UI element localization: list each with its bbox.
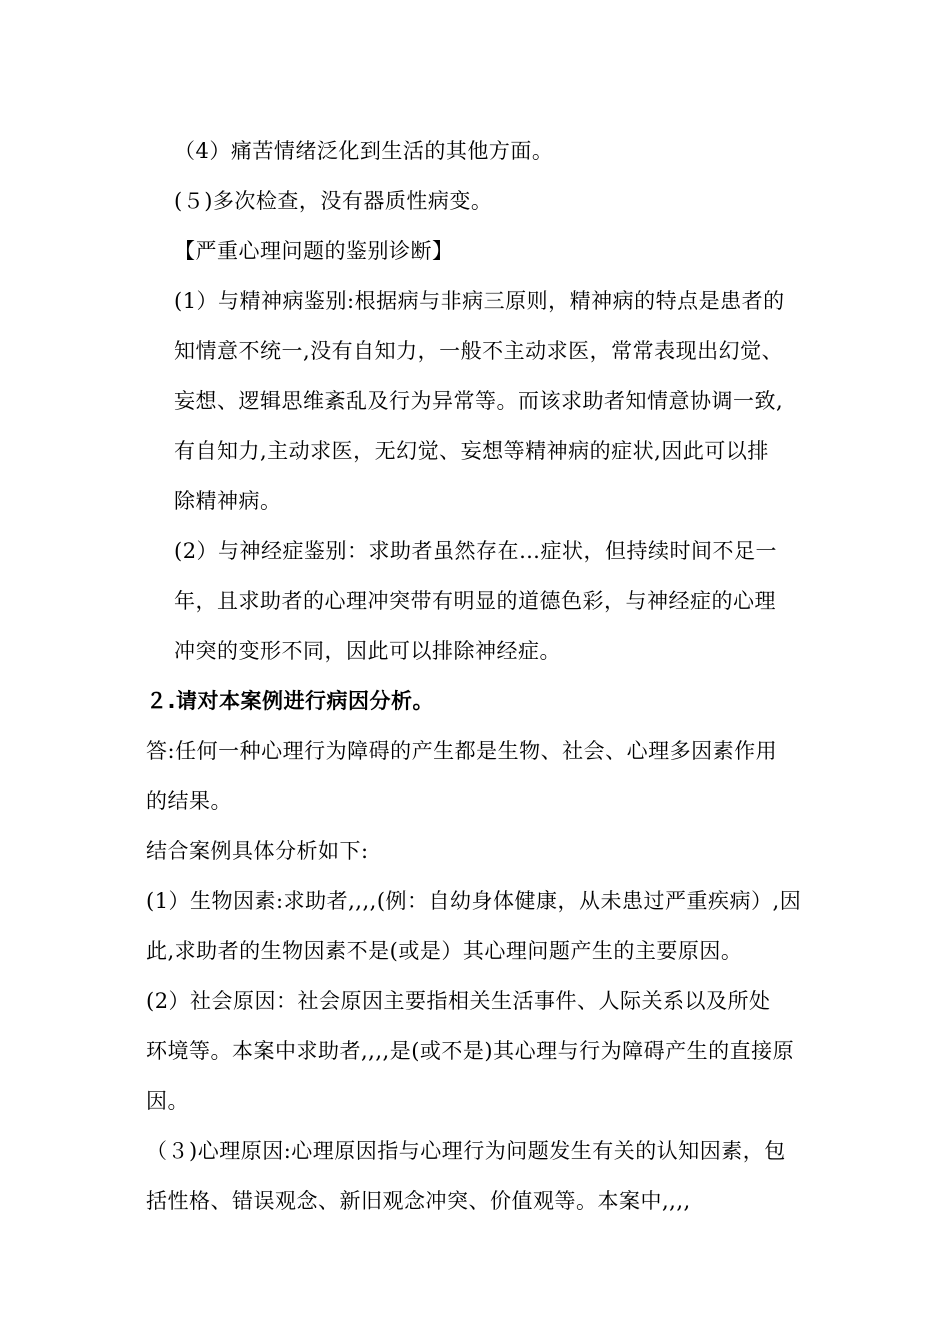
answer-line: 答:任何一种心理行为障碍的产生都是生物、社会、心理多因素作用 [146,739,778,763]
paragraph-line: 冲突的变形不同，因此可以排除神经症。 [174,639,561,663]
paragraph-line: 知情意不统一,没有自知力，一般不主动求医，常常表现出幻觉、 [174,339,784,363]
answer-line: 括性格、错误观念、新旧观念冲突、价值观等。本案中,,,, [146,1189,691,1213]
question-heading: ２.请对本案例进行病因分析。 [146,689,434,713]
answer-line: (1）生物因素:求助者,,,,(例：自幼身体健康，从未患过严重疾病）,因 [146,889,802,913]
answer-line: (2）社会原因：社会原因主要指相关生活事件、人际关系以及所处 [146,989,771,1013]
paragraph-line: 有自知力,主动求医，无幻觉、妄想等精神病的症状,因此可以排 [174,439,769,463]
paragraph-line: 年，且求助者的心理冲突带有明显的道德色彩，与神经症的心理 [174,589,776,613]
answer-line: （３)心理原因:心理原因指与心理行为问题发生有关的认知因素，包 [146,1139,786,1163]
paragraph-line: (1）与精神病鉴别:根据病与非病三原则，精神病的特点是患者的 [174,289,785,313]
paragraph-line: 妄想、逻辑思维紊乱及行为异常等。而该求助者知情意协调一致, [174,389,784,413]
paragraph-line: (2）与神经症鉴别：求助者虽然存在…症状，但持续时间不足一 [174,539,778,563]
symptom-4-line: （4）痛苦情绪泛化到生活的其他方面。 [174,139,554,163]
answer-line: 因。 [146,1089,189,1113]
answer-line: 结合案例具体分析如下: [146,839,369,863]
answer-line: 的结果。 [146,789,232,813]
answer-line: 此,求助者的生物因素不是(或是）其心理问题产生的主要原因。 [146,939,743,963]
paragraph-line: 除精神病。 [174,489,282,513]
section-title: 【严重心理问题的鉴别诊断】 [174,239,454,263]
symptom-5-line: (５)多次检查，没有器质性病变。 [174,189,493,213]
answer-line: 环境等。本案中求助者,,,,是(或不是)其心理与行为障碍产生的直接原 [146,1039,795,1063]
